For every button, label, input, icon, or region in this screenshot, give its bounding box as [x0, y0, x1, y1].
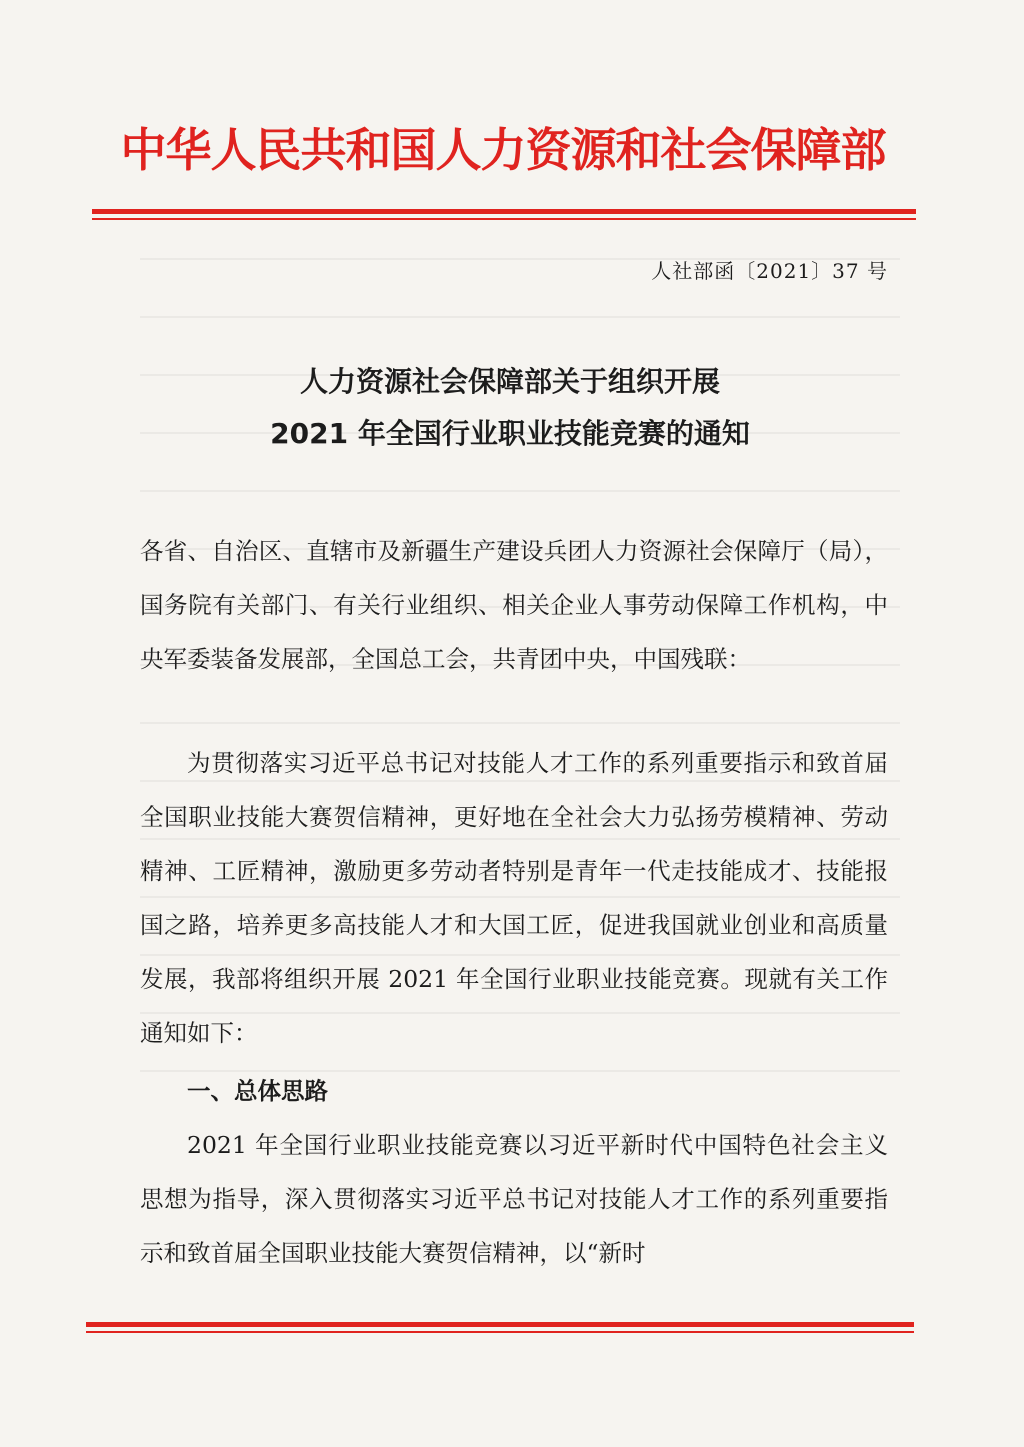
section-paragraph-1: 2021 年全国行业职业技能竞赛以习近平新时代中国特色社会主义思想为指导，深入贯彻落实习近平总书记对技能人才工作的系列重要指示和致首届全国职业技能大赛贺信精神，以“新时 — [140, 1131, 888, 1267]
document-number: 人社部函〔2021〕37 号 — [651, 259, 888, 283]
addressee: 各省、自治区、直辖市及新疆生产建设兵团人力资源社会保障厅（局），国务院有关部门、有关行业组织、相关企业人事劳动保障工作机构，中央军委装备发展部，全国总工会，共青团中央，中国残联： — [140, 537, 888, 673]
document-title-line1: 人力资源社会保障部关于组织开展 — [299, 365, 720, 398]
document-title-line2: 2021 年全国行业职业技能竞赛的通知 — [270, 417, 750, 450]
header-rule-thin — [92, 218, 916, 220]
intro-paragraph: 为贯彻落实习近平总书记对技能人才工作的系列重要指示和致首届全国职业技能大赛贺信精神，更好地在全社会大力弘扬劳模精神、劳动精神、工匠精神，激励更多劳动者特别是青年一代走技能成才、技能报国之路，培养更多高技能人才和大国工匠，促进我国就业创业和高质量发展，我部将组织开展 2021 年全国行业职业技能竞赛。现就有关工作通知如下： — [140, 749, 888, 1047]
footer-rule-thin — [86, 1331, 914, 1333]
document-title — [120, 356, 900, 460]
footer-rule-thick — [86, 1322, 914, 1327]
section-heading-1: 一、总体思路 — [187, 1077, 328, 1105]
header-rule-thick — [92, 209, 916, 214]
issuer-header: 中华人民共和国人力资源和社会保障部 — [120, 123, 886, 177]
